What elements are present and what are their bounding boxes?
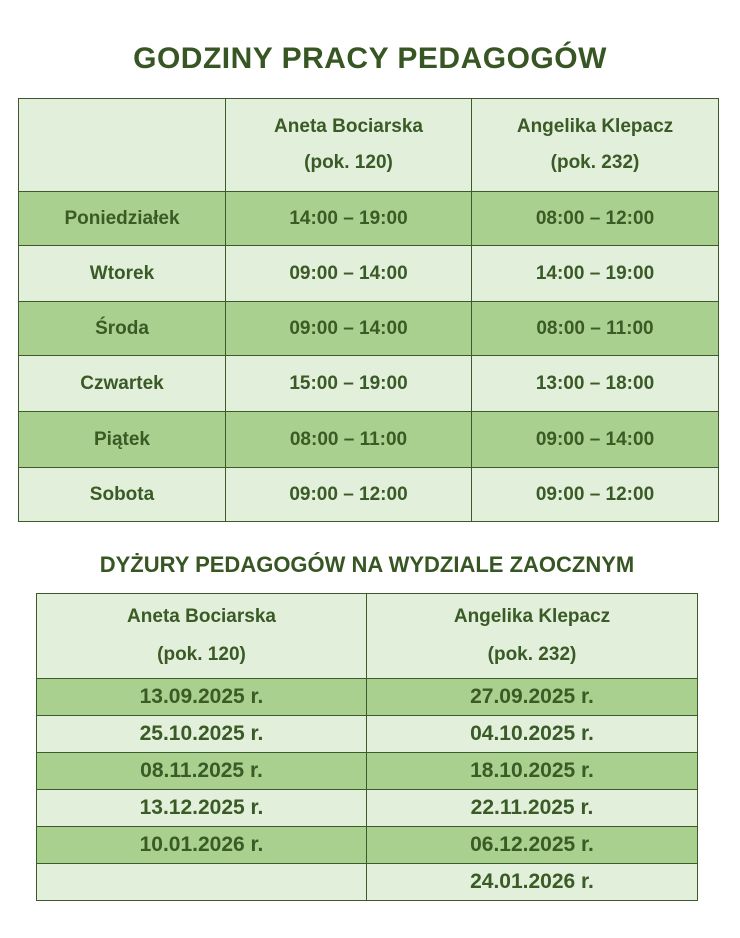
- day-cell: Sobota: [19, 468, 226, 522]
- hours-cell: 09:00 – 12:00: [472, 468, 719, 522]
- date-cell: [37, 864, 367, 901]
- date-cell: 13.12.2025 r.: [37, 790, 367, 827]
- teacher-room: (pok. 120): [157, 644, 246, 665]
- date-cell: 04.10.2025 r.: [367, 716, 698, 753]
- empty-header-cell: [19, 99, 226, 192]
- teacher-name: Aneta Bociarska: [274, 116, 423, 137]
- working-hours-table: [18, 98, 719, 522]
- table-row: [19, 468, 719, 522]
- date-cell: 18.10.2025 r.: [367, 753, 698, 790]
- teacher-header-cell: [226, 99, 472, 192]
- schedule-title: GODZINY PRACY PEDAGOGÓW: [133, 42, 607, 75]
- teacher-name: Angelika Klepacz: [453, 606, 611, 627]
- day-cell: Czwartek: [19, 356, 226, 412]
- hours-cell: 09:00 – 14:00: [226, 246, 472, 302]
- hours-cell: 14:00 – 19:00: [226, 192, 472, 246]
- hours-cell: 08:00 – 12:00: [472, 192, 719, 246]
- table-row: [37, 864, 698, 901]
- teacher-name: Aneta Bociarska: [127, 606, 276, 627]
- hours-cell: 09:00 – 14:00: [226, 302, 472, 356]
- day-cell: Wtorek: [19, 246, 226, 302]
- table-row: [19, 412, 719, 468]
- table-row: [37, 679, 698, 716]
- duty-title: DYŻURY PEDAGOGÓW NA WYDZIALE ZAOCZNYM: [99, 552, 635, 577]
- hours-cell: 09:00 – 14:00: [472, 412, 719, 468]
- date-cell: 13.09.2025 r.: [37, 679, 367, 716]
- table-row: [19, 302, 719, 356]
- duty-table: [36, 593, 698, 901]
- teacher-header-cell: [472, 99, 719, 192]
- date-cell: 22.11.2025 r.: [367, 790, 698, 827]
- hours-cell: 08:00 – 11:00: [472, 302, 719, 356]
- hours-cell: 13:00 – 18:00: [472, 356, 719, 412]
- table-row: [19, 246, 719, 302]
- table-row: [37, 716, 698, 753]
- date-cell: 25.10.2025 r.: [37, 716, 367, 753]
- day-cell: Środa: [19, 302, 226, 356]
- date-cell: 06.12.2025 r.: [367, 827, 698, 864]
- date-cell: 10.01.2026 r.: [37, 827, 367, 864]
- table-header-row: [37, 594, 698, 679]
- table-row: [19, 192, 719, 246]
- date-cell: 27.09.2025 r.: [367, 679, 698, 716]
- hours-cell: 09:00 – 12:00: [226, 468, 472, 522]
- teacher-header-cell: [37, 594, 367, 679]
- hours-cell: 08:00 – 11:00: [226, 412, 472, 468]
- hours-cell: 14:00 – 19:00: [472, 246, 719, 302]
- table-row: [19, 356, 719, 412]
- teacher-name: Angelika Klepacz: [516, 116, 674, 137]
- date-cell: 08.11.2025 r.: [37, 753, 367, 790]
- day-cell: Poniedziałek: [19, 192, 226, 246]
- table-row: [37, 790, 698, 827]
- teacher-room: (pok. 232): [550, 152, 640, 173]
- table-row: [37, 827, 698, 864]
- date-cell: 24.01.2026 r.: [367, 864, 698, 901]
- table-header-row: [19, 99, 719, 192]
- teacher-header-cell: [367, 594, 698, 679]
- teacher-room: (pok. 120): [304, 152, 393, 173]
- teacher-room: (pok. 232): [487, 644, 577, 665]
- table-row: [37, 753, 698, 790]
- hours-cell: 15:00 – 19:00: [226, 356, 472, 412]
- day-cell: Piątek: [19, 412, 226, 468]
